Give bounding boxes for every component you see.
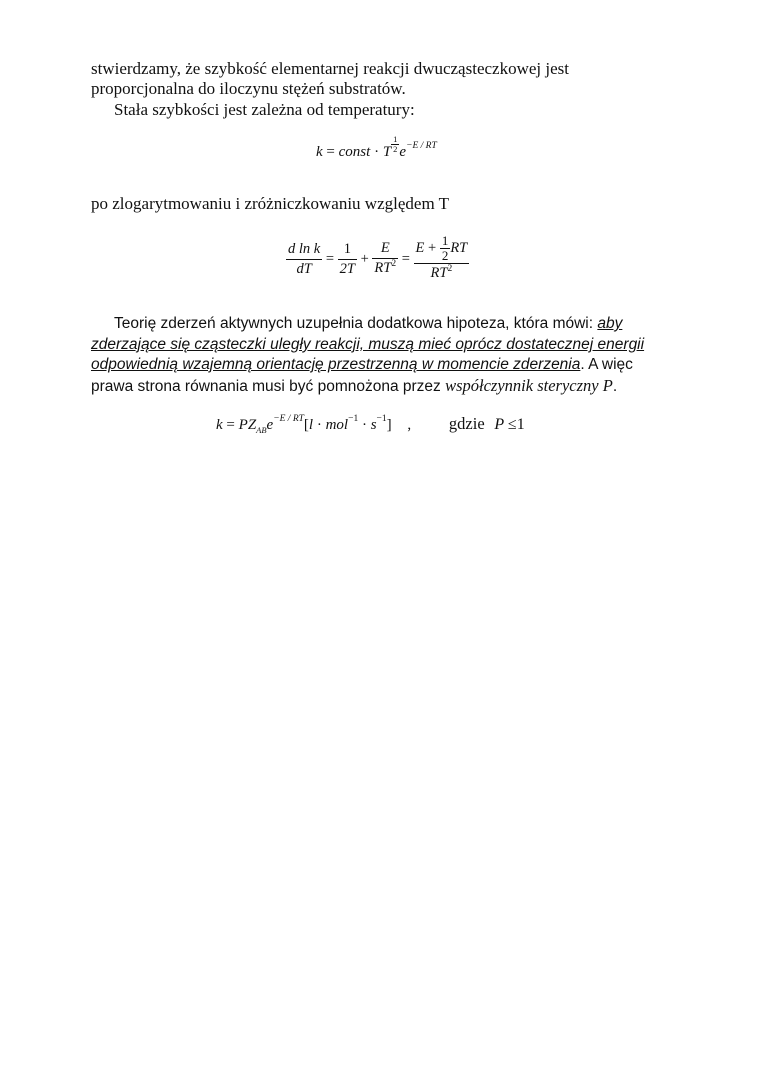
- equation-steric-factor: [216, 414, 525, 437]
- exponent-denominator: 2: [393, 144, 398, 155]
- eq-symbol: =: [226, 417, 235, 433]
- denominator-exponent: 2: [447, 264, 453, 274]
- eq-symbol: ·: [374, 144, 380, 160]
- eq-symbol: T: [382, 144, 392, 160]
- numerator-RT: RT: [450, 239, 468, 256]
- half-denominator: 2: [441, 248, 449, 263]
- eq-symbol: ,: [407, 417, 412, 433]
- fraction-term3: [414, 234, 470, 285]
- eq-exponent: −1: [348, 414, 359, 424]
- fraction-numerator: d ln k: [286, 240, 322, 260]
- fraction-term2: [372, 239, 398, 280]
- text-plain: . A więc: [580, 356, 633, 373]
- eq-word: gdzie: [448, 414, 485, 433]
- paragraph-line: [91, 355, 633, 375]
- eq-symbol: mol: [325, 417, 349, 433]
- eq-exponent: −E / RT: [406, 141, 437, 151]
- fraction-term1: [338, 240, 357, 279]
- exponent-fraction: [391, 135, 399, 154]
- eq-exponent: −1: [376, 414, 387, 424]
- eq-symbol: [: [303, 417, 309, 433]
- numerator-E: E: [415, 239, 425, 256]
- denominator-exponent: 2: [391, 259, 397, 269]
- fraction-lhs: [286, 240, 322, 279]
- eq-symbol: +: [360, 250, 369, 267]
- paragraph-line: stwierdzamy, że szybkość elementarnej reakcji dwucząsteczkowej jest: [91, 59, 569, 78]
- eq-symbol: =: [325, 250, 335, 267]
- eq-symbol: P: [494, 416, 505, 433]
- eq-symbol: ·: [316, 417, 322, 433]
- fraction-numerator: 1: [338, 240, 357, 260]
- text-italic-underlined: odpowiednią wzajemną orientację przestrzenną w momencie zderzenia: [91, 356, 581, 373]
- eq-exponent: −E / RT: [273, 414, 304, 424]
- text-italic-underlined: zderzające się cząsteczki uległy reakcji, muszą mieć oprócz dostatecznej energii: [91, 336, 645, 353]
- eq-symbol: e: [399, 144, 407, 160]
- half-numerator: 1: [441, 233, 449, 248]
- eq-subscript: AB: [256, 425, 267, 435]
- equation-log-derivative: [286, 234, 469, 285]
- eq-symbol: const: [338, 144, 371, 160]
- paragraph-line: [91, 376, 617, 397]
- eq-symbol: Z: [247, 417, 257, 433]
- eq-symbol: k: [216, 417, 223, 433]
- eq-symbol: k: [316, 144, 323, 160]
- paragraph-line: po zlogarytmowaniu i zróżniczkowaniu względem T: [91, 194, 449, 213]
- text-plain: Teorię zderzeń aktywnych uzupełnia dodatkowa hipoteza, która mówi:: [114, 315, 598, 332]
- eq-symbol: ]: [386, 417, 392, 433]
- eq-symbol: l: [308, 417, 314, 433]
- denominator-base: RT: [374, 260, 392, 276]
- eq-symbol: e: [266, 417, 274, 433]
- fraction-denominator: [414, 264, 470, 285]
- eq-symbol: P: [238, 417, 248, 433]
- numerator-plus: +: [428, 239, 437, 256]
- eq-symbol: =: [326, 144, 335, 160]
- denominator-base: RT: [430, 265, 448, 281]
- fraction-numerator: [414, 234, 470, 264]
- paragraph-line: [114, 314, 622, 334]
- numerator-half: [440, 234, 451, 263]
- text-italic: współczynnik steryczny P: [445, 376, 613, 395]
- paragraph-line: Stała szybkości jest zależna od temperatury:: [114, 100, 415, 119]
- eq-symbol: s: [370, 417, 377, 433]
- text-italic-underlined: aby: [597, 315, 623, 332]
- fraction-denominator: 2T: [339, 261, 355, 277]
- exponent-numerator: 1: [393, 134, 398, 145]
- fraction-denominator: [372, 259, 398, 280]
- eq-symbol: ≤1: [507, 416, 525, 433]
- text-plain: .: [612, 378, 618, 395]
- fraction-numerator: E: [372, 239, 398, 259]
- paragraph-line: proporcjonalna do iloczynu stężeń substratów.: [91, 79, 406, 98]
- equation-rate-constant-temperature: [316, 134, 437, 164]
- eq-symbol: =: [401, 250, 410, 267]
- paragraph-line: [91, 335, 644, 355]
- eq-symbol: ·: [361, 417, 367, 433]
- fraction-denominator: dT: [296, 261, 312, 277]
- text-plain: prawa strona równania musi być pomnożona przez: [91, 378, 446, 395]
